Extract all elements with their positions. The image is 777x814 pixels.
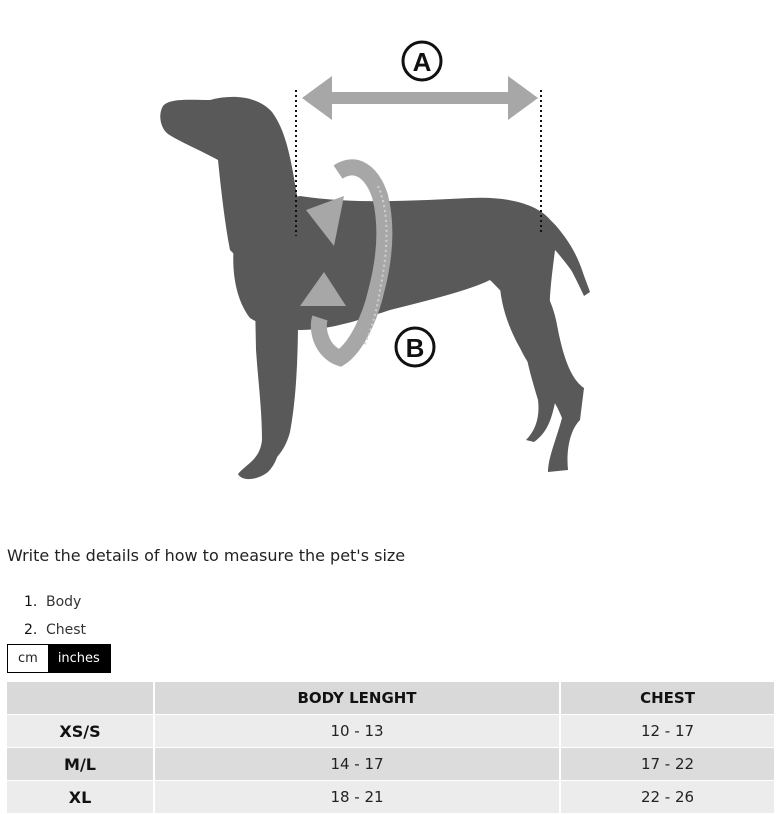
body-length-cell: 14 - 17 xyxy=(155,748,561,781)
step-label: Chest xyxy=(46,622,87,638)
unit-toggle xyxy=(7,644,111,673)
size-cell: XL xyxy=(7,781,155,814)
body-length-cell: 10 - 13 xyxy=(155,715,561,748)
measurement-steps xyxy=(24,592,86,648)
body-length-cell: 18 - 21 xyxy=(155,781,561,814)
table-row xyxy=(7,715,776,748)
size-table xyxy=(7,682,776,814)
label-b: B xyxy=(405,333,425,363)
header-size xyxy=(7,682,155,715)
size-cell: M/L xyxy=(7,748,155,781)
step-label: Body xyxy=(46,594,82,610)
header-body-length: BODY LENGHT xyxy=(155,682,561,715)
arrow-a-icon xyxy=(302,76,538,120)
label-b-badge xyxy=(396,328,434,366)
step-number: 1. xyxy=(24,594,38,610)
size-cell: XS/S xyxy=(7,715,155,748)
chest-cell: 12 - 17 xyxy=(561,715,776,748)
label-a: A xyxy=(412,47,432,77)
unit-cm-button[interactable]: cm xyxy=(8,645,48,672)
header-chest: CHEST xyxy=(561,682,776,715)
table-header-row xyxy=(7,682,776,715)
table-row xyxy=(7,781,776,814)
unit-inches-button[interactable]: inches xyxy=(48,645,110,672)
step-item xyxy=(24,592,86,620)
measure-instructions: Write the details of how to measure the pet's size xyxy=(7,546,406,565)
step-number: 2. xyxy=(24,622,38,638)
label-a-badge xyxy=(403,42,441,80)
chest-cell: 17 - 22 xyxy=(561,748,776,781)
table-row xyxy=(7,748,776,781)
chest-cell: 22 - 26 xyxy=(561,781,776,814)
